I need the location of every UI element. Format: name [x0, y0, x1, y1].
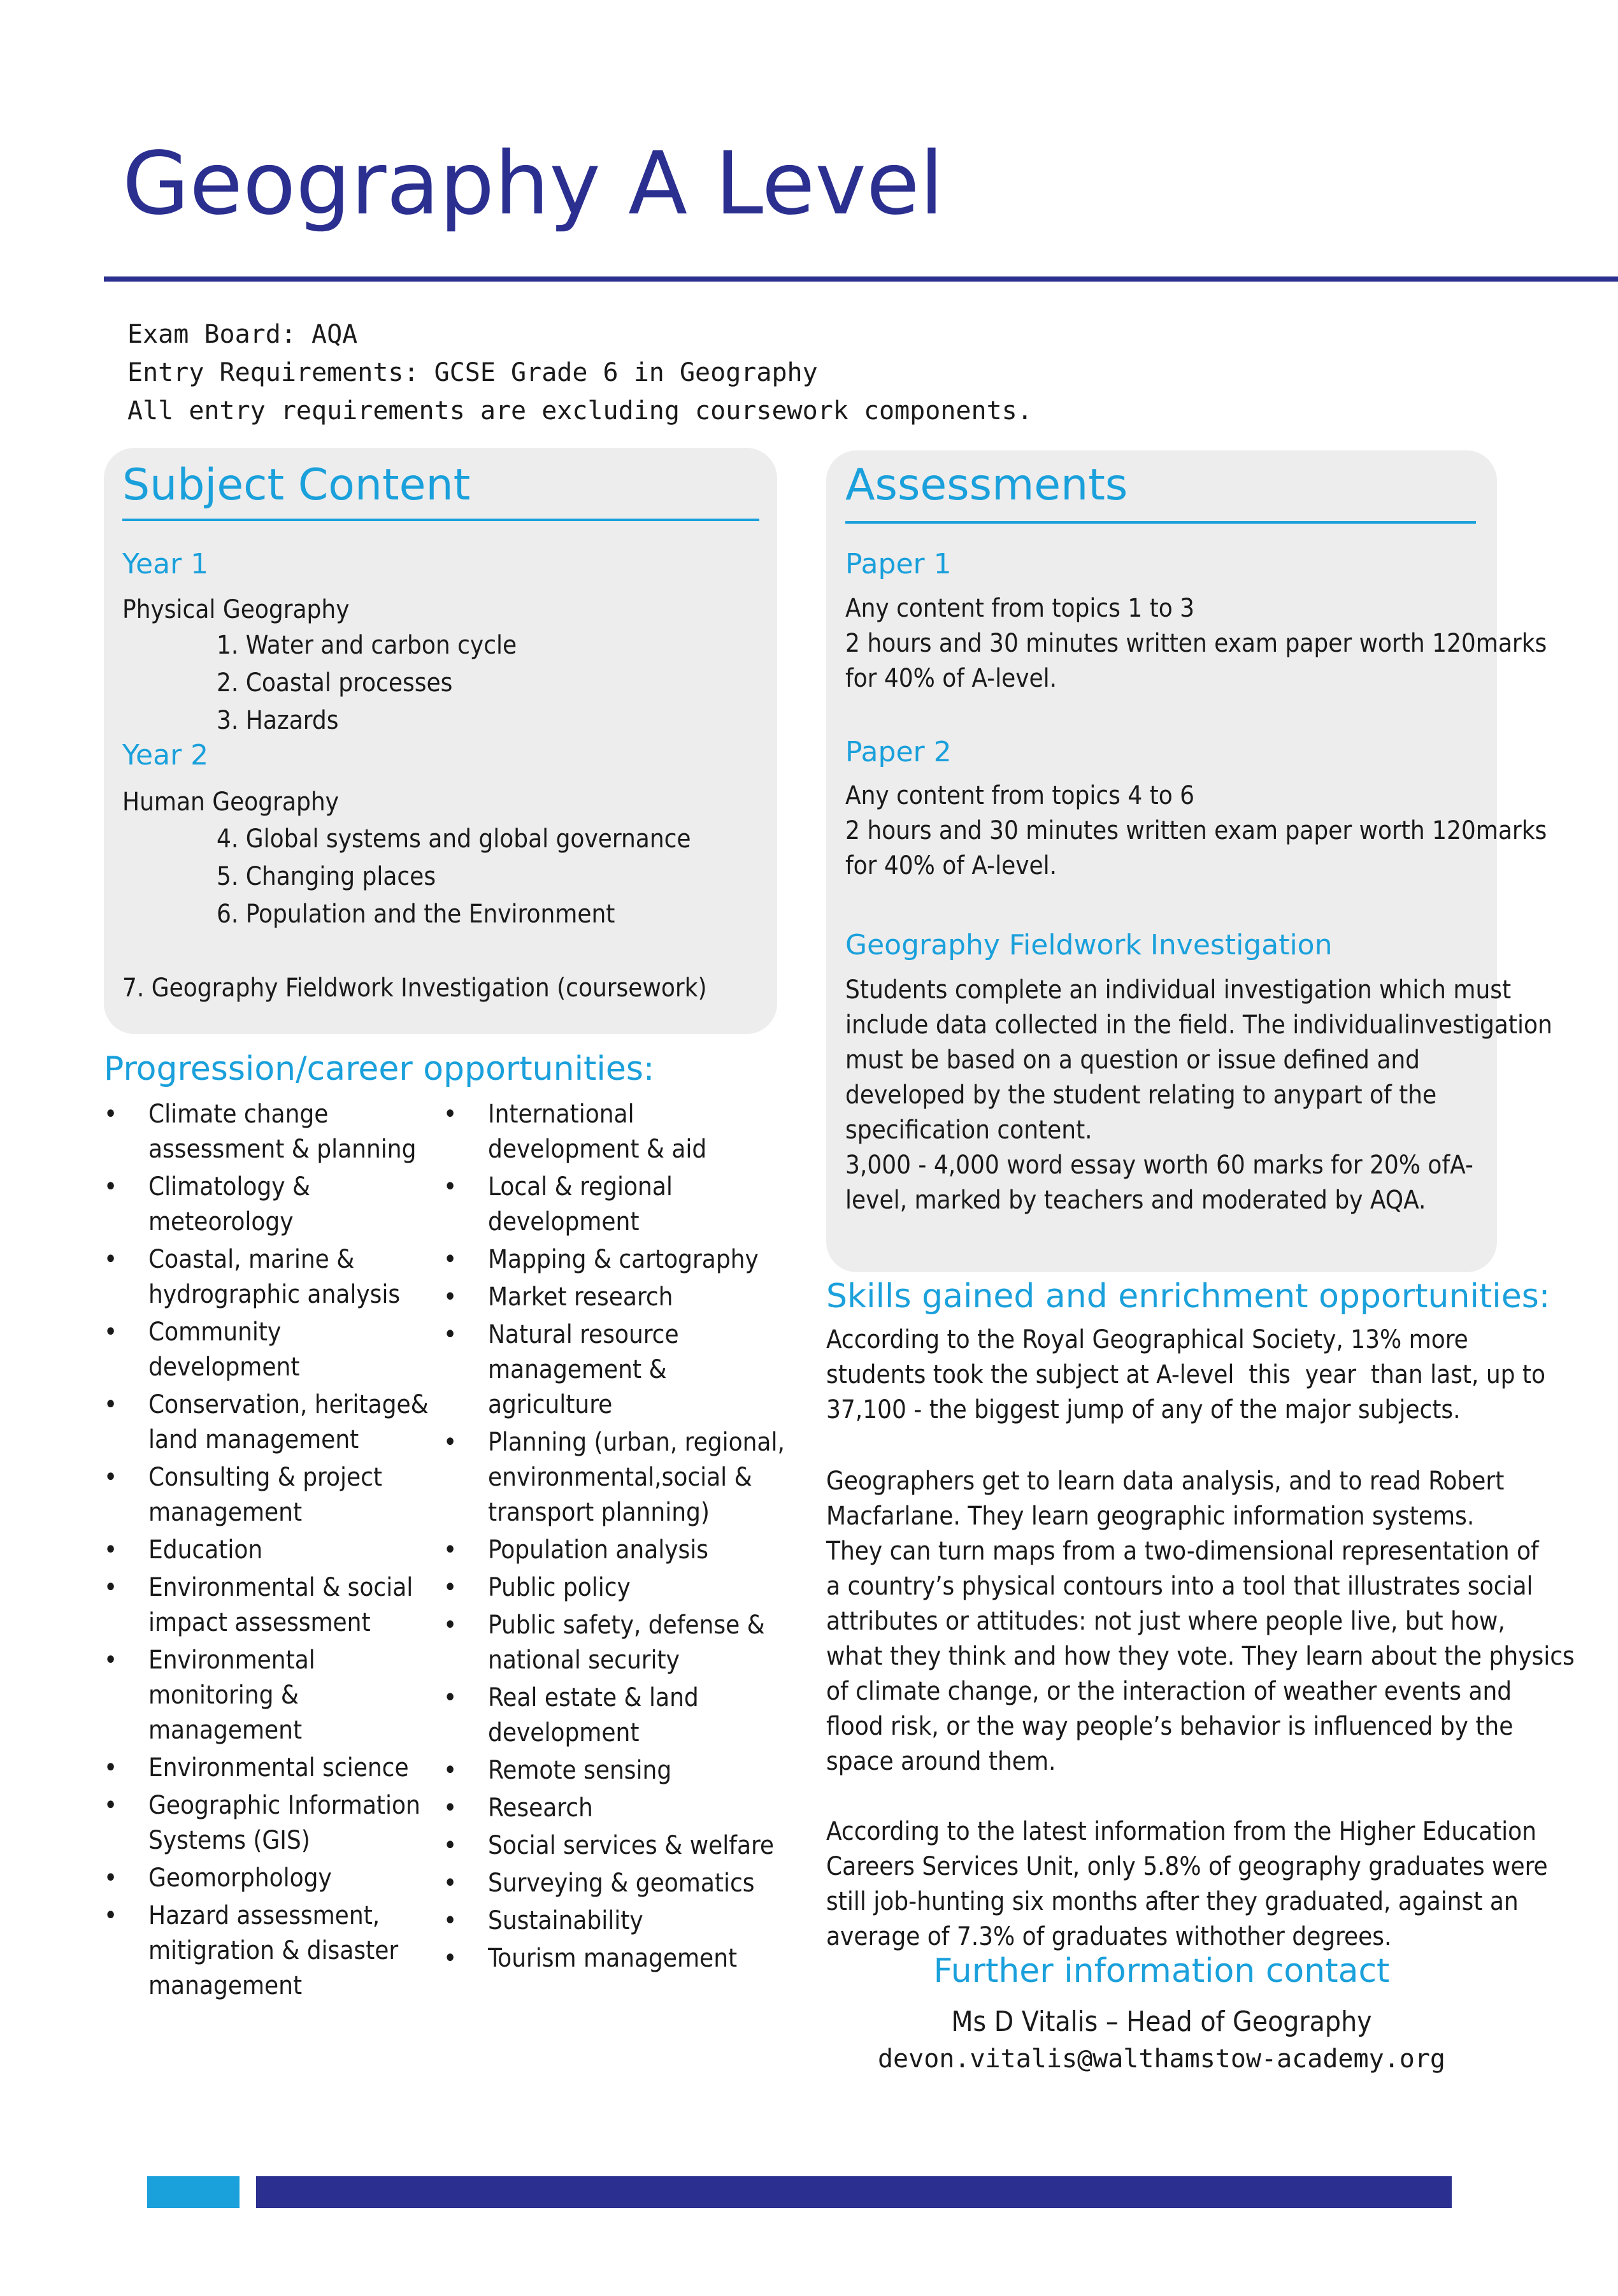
nea-label: Geography Fieldwork Investigation [845, 929, 1333, 961]
paper1-line: 2 hours and 30 minutes written exam paper worth 120marks [845, 629, 1547, 658]
nea-line: 3,000 - 4,000 word essay worth 60 marks for 20% ofA- [845, 1151, 1473, 1180]
entry-requirements: Entry Requirements: GCSE Grade 6 in Geography [127, 358, 818, 387]
career-item: • Consulting & project management [104, 1460, 435, 1530]
career-item: • Market research [443, 1280, 787, 1315]
paper1-line: for 40% of A-level. [845, 664, 1057, 693]
career-item: • Mapping & cartography [443, 1242, 787, 1277]
entry-note: All entry requirements are excluding coursework components. [127, 396, 1033, 426]
subject-content-rule [122, 519, 759, 521]
paper2-line: Any content from topics 4 to 6 [845, 781, 1195, 810]
topic-item: 6. Population and the Environment [217, 900, 615, 929]
paper1-label: Paper 1 [845, 548, 952, 580]
coursework-item: 7. Geography Fieldwork Investigation (coursework) [122, 973, 707, 1003]
career-item: • Environmental & social impact assessment [104, 1570, 435, 1640]
career-item: • Public safety, defense & national security [443, 1608, 787, 1678]
topic-item: 2. Coastal processes [217, 668, 453, 698]
nea-line: include data collected in the field. The individualinvestigation [845, 1010, 1552, 1040]
nea-line: must be based on a question or issue defined and [845, 1045, 1421, 1075]
skills-paragraph-2: Geographers get to learn data analysis, and to read Robert Macfarlane. They learn geographic information systems. They can turn maps from a two-dimensional representation of a country’s physical contours into a tool that illustrates social attributes or attitudes: not just where people live, but how, what they think and how they vote. They learn about the physics of climate change, or the interaction of weather events and flood risk, or the way people’s behavior is influenced by the space around them. [826, 1467, 1575, 1776]
topic-item: 1. Water and carbon cycle [217, 631, 517, 660]
subject-content-heading: Subject Content [122, 460, 471, 510]
assessments-heading: Assessments [845, 460, 1128, 510]
paper2-details [845, 778, 1547, 884]
year1-label: Year 1 [122, 548, 209, 580]
career-item: • Community development [104, 1315, 435, 1385]
career-item: • Geomorphology [104, 1861, 435, 1896]
career-item: • Environmental science [104, 1751, 435, 1786]
career-list-col1 [104, 1097, 435, 2006]
career-item: • Real estate & land development [443, 1681, 787, 1751]
nea-line: Students complete an individual investigation which must [845, 975, 1512, 1005]
course-meta [127, 315, 1033, 430]
progression-heading: Progression/career opportunities: [104, 1050, 655, 1088]
career-item: • Education [104, 1533, 435, 1568]
career-item: • Geographic Information Systems (GIS) [104, 1788, 435, 1858]
career-item: • Conservation, heritage& land management [104, 1388, 435, 1458]
nea-line: specification content. [845, 1116, 1092, 1145]
career-item: • Surveying & geomatics [443, 1866, 787, 1901]
assessments-rule [845, 521, 1476, 524]
career-item: • Climate change assessment & planning [104, 1097, 435, 1167]
contact-heading: Further information contact [933, 1952, 1390, 1990]
career-item: • Social services & welfare [443, 1828, 787, 1863]
skills-heading: Skills gained and enrichment opportunities: [826, 1277, 1550, 1316]
contact-details [826, 2004, 1497, 2077]
paper2-label: Paper 2 [845, 736, 952, 768]
paper1-line: Any content from topics 1 to 3 [845, 594, 1195, 623]
nea-line: developed by the student relating to anypart of the [845, 1080, 1437, 1110]
exam-board: Exam Board: AQA [127, 320, 358, 349]
paper1-details [845, 591, 1547, 696]
career-item: • Remote sensing [443, 1753, 787, 1788]
career-item: • Sustainability [443, 1904, 787, 1939]
career-item: • Tourism management [443, 1941, 787, 1976]
nea-line: level, marked by teachers and moderated by AQA. [845, 1186, 1426, 1215]
paper2-line: for 40% of A-level. [845, 851, 1057, 880]
career-item: • Natural resource management & agriculture [443, 1317, 787, 1423]
year1-group: Physical Geography [122, 595, 350, 624]
career-item: • Population analysis [443, 1533, 787, 1568]
title-divider [104, 276, 1618, 282]
year2-label: Year 2 [122, 739, 209, 771]
year2-group: Human Geography [122, 787, 339, 817]
skills-paragraph-1: According to the Royal Geographical Society, 13% more students took the subject at A-level this year than last, up to 37,100 - the biggest jump of any of the major subjects. [826, 1325, 1546, 1424]
skills-paragraph-3: According to the latest information from the Higher Education Careers Services Unit, only 5.8% of geography graduates were still job-hunting six months after they graduated, against an average of 7.3% of graduates withother degrees. [826, 1817, 1548, 1951]
topic-item: 4. Global systems and global governance [217, 824, 691, 854]
career-item: • Research [443, 1791, 787, 1826]
career-item: • Public policy [443, 1570, 787, 1605]
contact-name: Ms D Vitalis – Head of Geography [951, 2005, 1372, 2038]
career-item: • Local & regional development [443, 1170, 787, 1240]
nea-details [845, 973, 1552, 1218]
footer-accent-bar [147, 2176, 240, 2208]
career-item: • International development & aid [443, 1097, 787, 1167]
topic-item: 5. Changing places [217, 862, 436, 891]
contact-email[interactable]: devon.vitalis@walthamstow-academy.org [877, 2044, 1446, 2074]
career-item: • Environmental monitoring & management [104, 1643, 435, 1748]
footer-bar [256, 2176, 1452, 2208]
page-title: Geography A Level [122, 134, 944, 234]
paper2-line: 2 hours and 30 minutes written exam paper worth 120marks [845, 816, 1547, 845]
career-item: • Planning (urban, regional, environmental,social & transport planning) [443, 1425, 787, 1530]
career-item: • Coastal, marine & hydrographic analysis [104, 1242, 435, 1312]
career-list-col2 [443, 1097, 787, 1979]
career-item: • Hazard assessment, mitigration & disaster management [104, 1898, 435, 2004]
topic-item: 3. Hazards [217, 706, 339, 735]
career-item: • Climatology & meteorology [104, 1170, 435, 1240]
